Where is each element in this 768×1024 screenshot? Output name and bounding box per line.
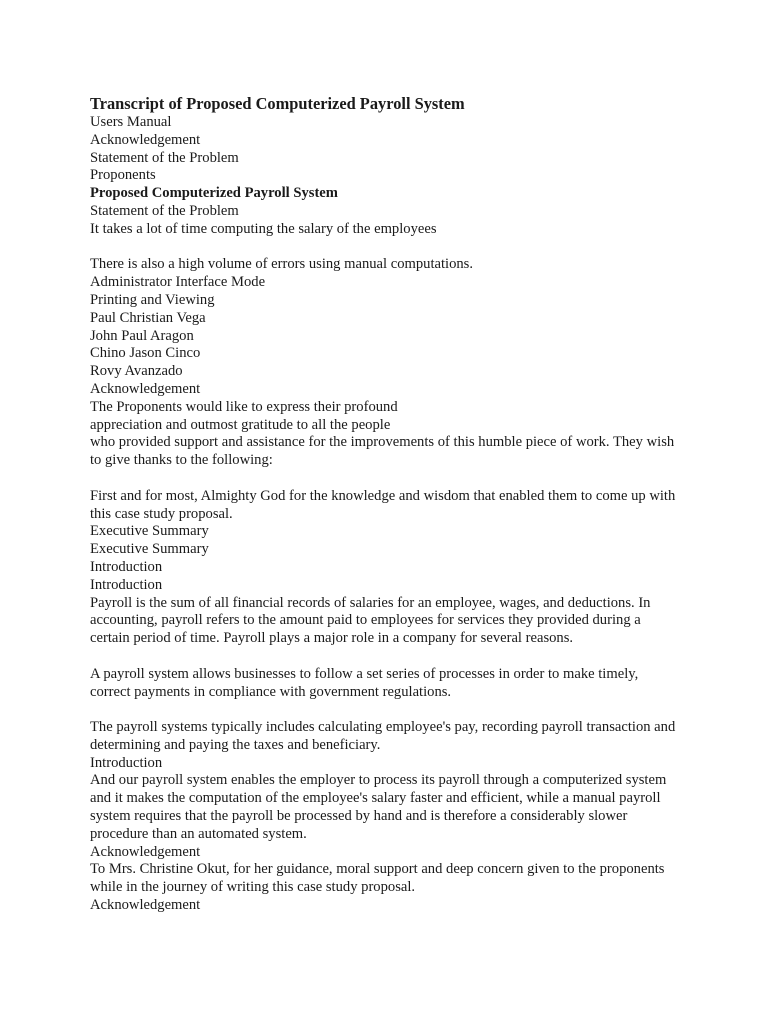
text-line: Acknowledgement	[90, 897, 201, 914]
paragraph-gap	[90, 701, 680, 719]
text-line: John Paul Aragon	[90, 327, 194, 344]
text-line: Printing and Viewing	[90, 291, 215, 308]
section-heading: Proposed Computerized Payroll System	[90, 185, 338, 202]
text-line: Users Manual	[90, 114, 172, 130]
paragraph-gap	[90, 648, 680, 666]
paragraph: First and for most, Almighty God for the knowledge and wisdom that enabled them to come up with this case study proposal.	[90, 487, 676, 522]
paragraph: And our payroll system enables the employer to process its payroll through a computerized system and it makes the computation of the employee's salary faster and efficient, while a manual payroll system requires that the payroll be processed by hand and is therefore a considerably slower procedure than an automated system.	[90, 772, 667, 842]
text-line: Acknowledgement	[90, 131, 201, 148]
text-line: Introduction	[90, 558, 163, 575]
text-line: It takes a lot of time computing the salary of the employees	[90, 220, 437, 237]
text-line: Acknowledgement	[90, 380, 201, 397]
text-line: Administrator Interface Mode	[90, 274, 266, 291]
paragraph: To Mrs. Christine Okut, for her guidance, moral support and deep concern given to the proponents while in the journey of writing this case study proposal.	[90, 861, 665, 896]
paragraph: Payroll is the sum of all financial records of salaries for an employee, wages, and deductions. In accounting, payroll refers to the amount paid to employees for services they provided during a certain period of time. Payroll plays a major role in a company for several reasons.	[90, 594, 651, 647]
text-line: Introduction	[90, 754, 163, 771]
paragraph: The payroll systems typically includes calculating employee's pay, recording payroll transaction and determining and paying the taxes and beneficiary.	[90, 719, 676, 753]
text-line: Acknowledgement	[90, 843, 201, 860]
document-title: Transcript of Proposed Computerized Payroll System	[90, 94, 465, 113]
text-line: Statement of the Problem	[90, 202, 239, 219]
text-line: Paul Christian Vega	[90, 309, 206, 326]
paragraph-gap	[90, 470, 680, 488]
paragraph: who provided support and assistance for the improvements of this humble piece of work. They wish to give thanks to the following:	[90, 434, 675, 469]
document-body	[90, 94, 680, 915]
text-line: appreciation and outmost gratitude to all the people	[90, 416, 391, 433]
text-line: Statement of the Problem	[90, 149, 239, 166]
text-line: Executive Summary	[90, 523, 209, 540]
paragraph: A payroll system allows businesses to follow a set series of processes in order to make timely, correct payments in compliance with government regulations.	[90, 665, 639, 700]
text-line: There is also a high volume of errors using manual computations.	[90, 256, 474, 273]
text-line: Introduction	[90, 576, 163, 593]
text-line: Rovy Avanzado	[90, 363, 183, 380]
paragraph-gap	[90, 239, 680, 257]
text-line: Proponents	[90, 167, 156, 184]
text-line: Executive Summary	[90, 541, 209, 558]
text-line: Chino Jason Cinco	[90, 345, 201, 362]
text-line: The Proponents would like to express their profound	[90, 398, 398, 415]
